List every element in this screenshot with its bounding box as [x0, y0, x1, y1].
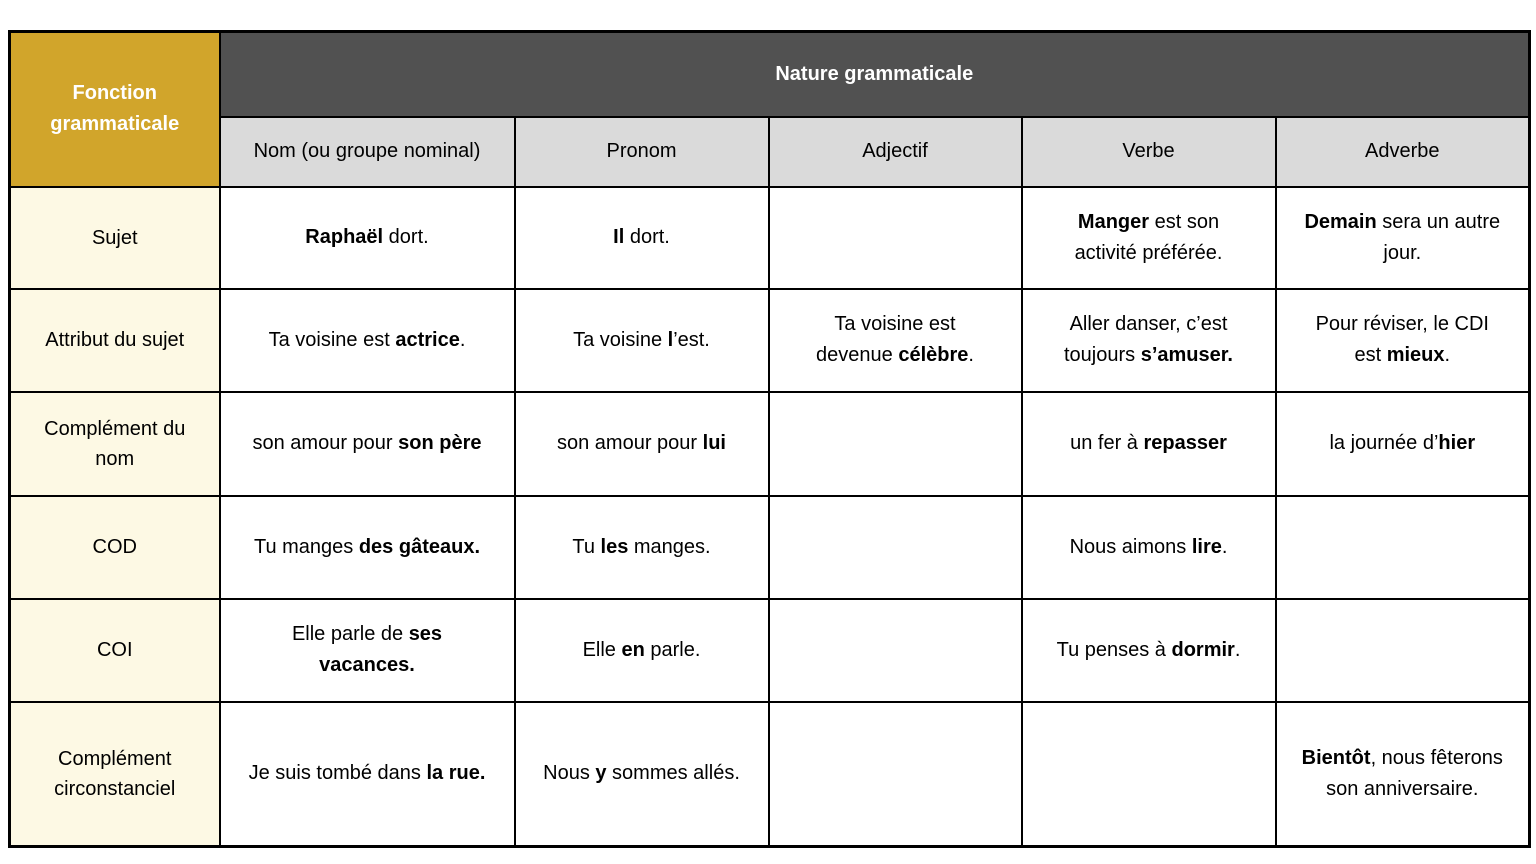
example-cell: [515, 702, 769, 847]
example-cell: [220, 702, 515, 847]
row-label-cell: [10, 289, 220, 392]
example-cell: [769, 289, 1022, 392]
corner-header-cell: [10, 32, 220, 187]
cell-line: activité préférée.: [1074, 241, 1223, 264]
cell-line: Tu penses à dormir.: [1056, 638, 1241, 661]
cell-line: Tu les manges.: [572, 535, 711, 558]
column-header-row: [10, 117, 1530, 187]
row-label-line: Complément du: [44, 417, 186, 440]
example-cell: [515, 289, 769, 392]
example-cell: [1276, 702, 1530, 847]
row-label-line: Sujet: [91, 226, 138, 249]
example-cell: [220, 392, 515, 496]
example-cell: [515, 392, 769, 496]
cell-line: son amour pour lui: [557, 432, 726, 454]
example-cell: [1022, 702, 1276, 847]
cell-line: Demain sera un autre: [1304, 210, 1501, 233]
example-cell: [220, 187, 515, 289]
column-header-adverbe: Adverbe: [1276, 117, 1530, 187]
example-cell: [1022, 289, 1276, 392]
row-label-cell: [10, 702, 220, 847]
cell-line: Elle en parle.: [582, 638, 701, 661]
corner-header-line: Fonction: [72, 82, 157, 105]
example-cell: [1022, 599, 1276, 702]
group-header-row: [10, 32, 1530, 117]
example-cell: [1276, 187, 1530, 289]
example-cell: [515, 599, 769, 702]
table-row: [10, 187, 1530, 289]
corner-header-line: grammaticale: [50, 113, 180, 136]
grammar-table: [8, 30, 1531, 848]
cell-line: Tu manges des gâteaux.: [253, 535, 481, 558]
cell-line: Elle parle de ses: [291, 623, 443, 645]
example-cell: [1276, 289, 1530, 392]
cell-line: un fer à repasser: [1070, 432, 1227, 454]
row-label-line: Complément: [58, 747, 172, 770]
example-cell: [1022, 187, 1276, 289]
cell-line: Pour réviser, le CDI: [1315, 313, 1489, 335]
row-label-line: COI: [96, 639, 133, 661]
row-label-cell: [10, 496, 220, 599]
cell-line: est mieux.: [1354, 344, 1451, 366]
table-row: [10, 392, 1530, 496]
example-cell: [1022, 496, 1276, 599]
cell-line: Bientôt, nous fêterons: [1301, 746, 1503, 769]
cell-line: devenue célèbre.: [816, 344, 974, 366]
column-header-verbe: Verbe: [1022, 117, 1276, 187]
table-row: [10, 702, 1530, 847]
example-cell: [769, 702, 1022, 847]
example-cell: [1276, 496, 1530, 599]
example-cell: [769, 392, 1022, 496]
column-header-pronom: Pronom: [515, 117, 769, 187]
cell-line: Je suis tombé dans la rue.: [248, 762, 486, 785]
example-cell: [1276, 392, 1530, 496]
cell-line: son anniversaire.: [1326, 777, 1479, 800]
example-cell: [515, 496, 769, 599]
example-cell: [220, 289, 515, 392]
cell-line: son amour pour son père: [252, 432, 482, 454]
example-cell: [220, 599, 515, 702]
column-header-adjectif: Adjectif: [769, 117, 1022, 187]
row-label-cell: [10, 392, 220, 496]
example-cell: [769, 496, 1022, 599]
cell-line: Aller danser, c’est: [1069, 313, 1228, 335]
cell-line: vacances.: [319, 654, 415, 676]
cell-line: Nous aimons lire.: [1069, 535, 1228, 558]
example-cell: [1022, 392, 1276, 496]
cell-line: Ta voisine l’est.: [573, 328, 710, 351]
row-label-line: nom: [95, 447, 135, 470]
cell-line: la journée d’hier: [1329, 432, 1476, 454]
table-row: [10, 599, 1530, 702]
cell-line: jour.: [1383, 241, 1422, 264]
table-row: [10, 496, 1530, 599]
column-header-nom: Nom (ou groupe nominal): [220, 117, 515, 187]
cell-line: Ta voisine est: [834, 313, 956, 335]
row-label-cell: [10, 599, 220, 702]
row-label-cell: [10, 187, 220, 289]
example-cell: [515, 187, 769, 289]
cell-line: Manger est son: [1077, 210, 1220, 233]
example-cell: [769, 187, 1022, 289]
row-label-line: Attribut du sujet: [45, 329, 185, 351]
cell-line: Il dort.: [613, 226, 670, 248]
row-label-line: COD: [92, 536, 137, 558]
cell-line: Raphaël dort.: [305, 226, 429, 248]
cell-line: Ta voisine est actrice.: [268, 328, 466, 351]
example-cell: [1276, 599, 1530, 702]
table-body: [10, 187, 1530, 847]
row-label-line: circonstanciel: [54, 777, 176, 800]
table-row: [10, 289, 1530, 392]
example-cell: [769, 599, 1022, 702]
nature-group-header-cell: Nature grammaticale: [220, 32, 1530, 117]
cell-line: Nous y sommes allés.: [543, 762, 740, 785]
cell-line: toujours s’amuser.: [1063, 344, 1233, 366]
example-cell: [220, 496, 515, 599]
